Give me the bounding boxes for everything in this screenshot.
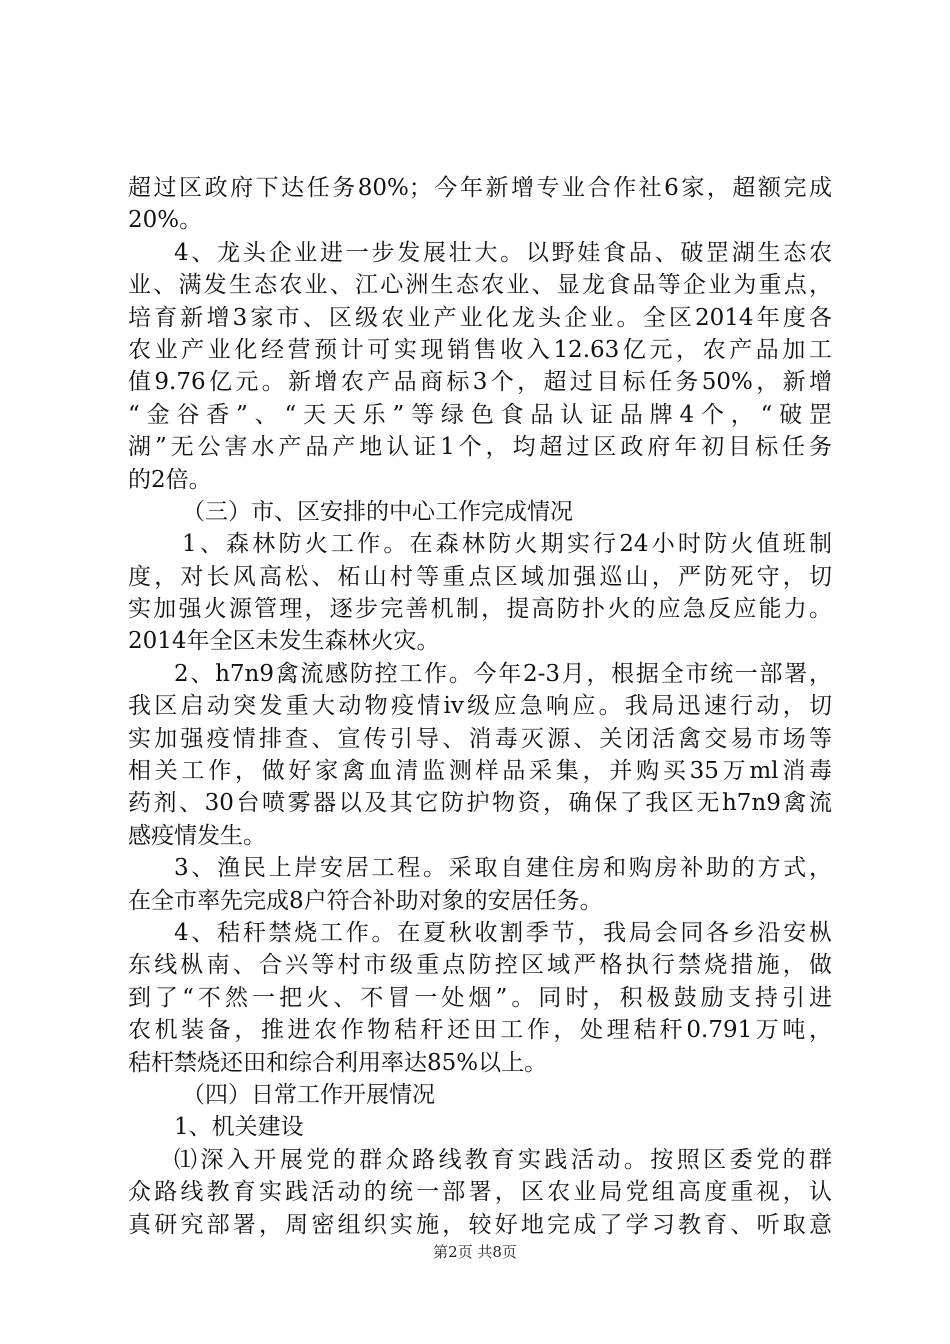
text-line: “金谷香”、“天天乐”等绿色食品认证品牌4个，“破罡 bbox=[128, 401, 832, 428]
text-line: 真研究部署，周密组织实施，较好地完成了学习教育、听取意 bbox=[128, 1211, 832, 1238]
text-line: 实加强火源管理，逐步完善机制，提高防扑火的应急反应能力。 bbox=[128, 596, 832, 623]
text-line: 在全市率先完成8户符合补助对象的安居任务。 bbox=[128, 887, 603, 914]
page-number-footer: 第2页 共8页 bbox=[433, 1243, 517, 1261]
text-line: 秸杆禁烧还田和综合利用率达85%以上。 bbox=[128, 1049, 548, 1076]
text-line: 相关工作，做好家禽血清监测样品采集，并购买35万ml消毒 bbox=[128, 758, 832, 785]
text-line: 20%。 bbox=[128, 207, 203, 234]
text-line: 培育新增3家市、区级农业产业化龙头企业。全区2014年度各 bbox=[128, 304, 832, 331]
text-line: 我区启动突发重大动物疫情ⅳ级应急响应。我局迅速行动，切 bbox=[128, 693, 832, 720]
text-line: 东线枞南、合兴等村市级重点防控区域严格执行禁烧措施，做 bbox=[128, 952, 832, 979]
text-line: 2014年全区未发生森林火灾。 bbox=[128, 628, 440, 655]
text-line: 业、满发生态农业、江心洲生态农业、显龙食品等企业为重点， bbox=[128, 272, 832, 299]
text-line: 药剂、30台喷雾器以及其它防护物资，确保了我区无h7n9禽流 bbox=[128, 790, 832, 817]
text-line: 湖”无公害水产品产地认证1个，均超过区政府年初目标任务 bbox=[128, 434, 832, 461]
text-line: ⑴深入开展党的群众路线教育实践活动。按照区委党的群 bbox=[174, 1146, 832, 1173]
section-heading: （三）市、区安排的中心工作完成情况 bbox=[182, 498, 573, 525]
text-line: 农机装备，推进农作物秸秆还田工作，处理秸秆0.791万吨， bbox=[128, 1017, 832, 1044]
section-heading: （四）日常工作开展情况 bbox=[182, 1081, 435, 1108]
text-line: 感疫情发生。 bbox=[128, 822, 266, 849]
text-line: 到了“不然一把火、不冒一处烟”。同时，积极鼓励支持引进 bbox=[128, 984, 832, 1011]
text-line: 农业产业化经营预计可实现销售收入12.63亿元，农产品加工 bbox=[128, 336, 832, 363]
subsection-heading: 1、机关建设 bbox=[174, 1114, 304, 1141]
text-line: 1、森林防火工作。在森林防火期实行24小时防火值班制 bbox=[182, 531, 832, 558]
text-line: 值9.76亿元。新增农产品商标3个，超过目标任务50%，新增 bbox=[128, 369, 832, 396]
text-line: 4、秸秆禁烧工作。在夏秋收割季节，我局会同各乡沿安枞 bbox=[174, 919, 832, 946]
text-line: 4、龙头企业进一步发展壮大。以野娃食品、破罡湖生态农 bbox=[174, 239, 832, 266]
text-line: 实加强疫情排查、宣传引导、消毒灭源、关闭活禽交易市场等 bbox=[128, 725, 832, 752]
text-line: 度，对长风高松、柘山村等重点区域加强巡山，严防死守，切 bbox=[128, 563, 832, 590]
body-text bbox=[128, 172, 832, 1241]
text-line: 超过区政府下达任务80%；今年新增专业合作社6家，超额完成 bbox=[128, 175, 832, 201]
text-line: 3、渔民上岸安居工程。采取自建住房和购房补助的方式， bbox=[174, 855, 832, 882]
text-line: 2、h7n9禽流感防控工作。今年2-3月，根据全市统一部署， bbox=[174, 660, 832, 687]
text-line: 的2倍。 bbox=[128, 466, 212, 493]
text-line: 众路线教育实践活动的统一部署，区农业局党组高度重视，认 bbox=[128, 1179, 832, 1206]
